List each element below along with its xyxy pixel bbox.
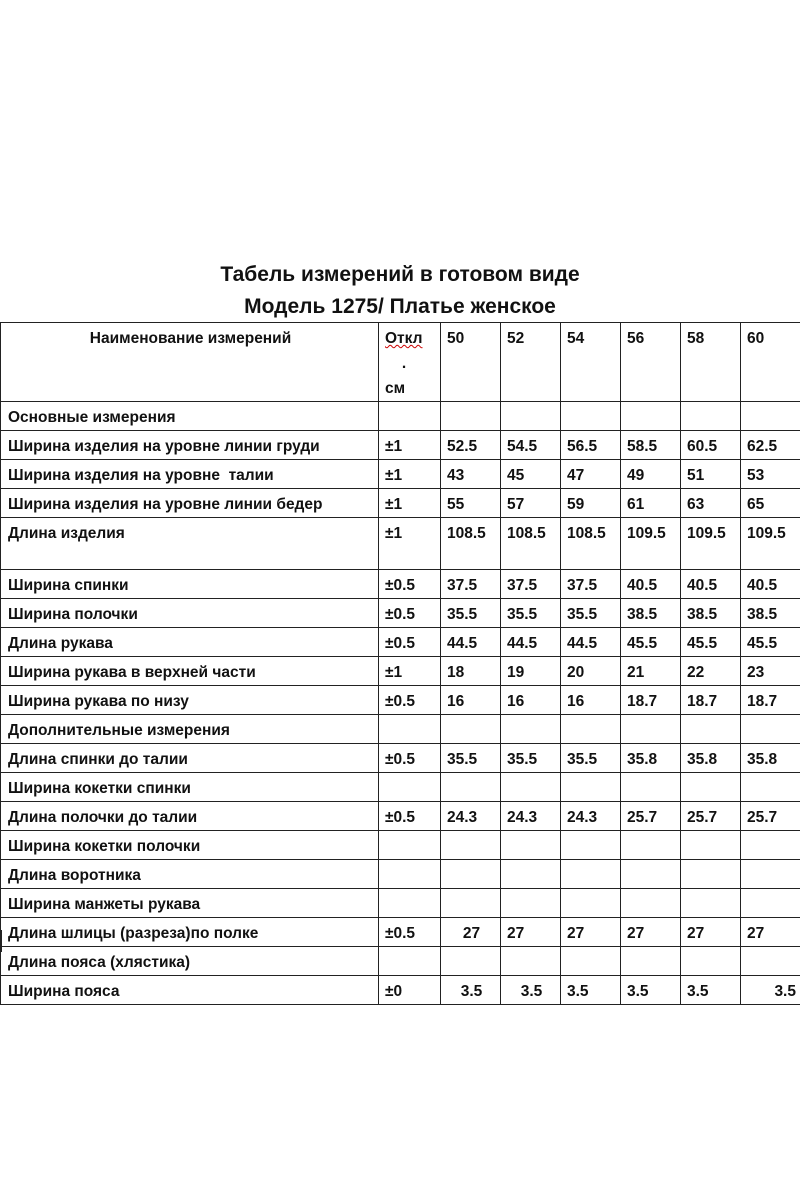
table-row xyxy=(1,489,800,518)
row-value xyxy=(681,773,741,802)
row-value: 35.5 xyxy=(561,599,621,628)
row-value: 45.5 xyxy=(741,628,800,657)
row-name: Ширина изделия на уровне линии бедер xyxy=(1,489,379,518)
row-deviation: ±0.5 xyxy=(379,686,441,715)
row-name: Ширина рукава по низу xyxy=(1,686,379,715)
row-value xyxy=(681,947,741,976)
row-value xyxy=(741,831,800,860)
row-value: 108.5 xyxy=(441,518,501,570)
row-name: Основные измерения xyxy=(1,402,379,431)
row-value xyxy=(441,831,501,860)
row-value xyxy=(561,773,621,802)
row-value: 27 xyxy=(501,918,561,947)
row-value xyxy=(741,773,800,802)
row-value xyxy=(741,889,800,918)
row-value: 61 xyxy=(621,489,681,518)
row-name: Длина шлицы (разреза)по полке xyxy=(1,918,379,947)
row-value: 24.3 xyxy=(501,802,561,831)
row-deviation xyxy=(379,715,441,744)
row-value: 35.8 xyxy=(621,744,681,773)
row-value: 27 xyxy=(561,918,621,947)
row-value: 43 xyxy=(441,460,501,489)
row-value xyxy=(621,860,681,889)
row-value: 37.5 xyxy=(441,570,501,599)
header-size-cell: 54 xyxy=(561,323,621,402)
row-name: Ширина рукава в верхней части xyxy=(1,657,379,686)
row-value: 22 xyxy=(681,657,741,686)
document-subtitle: Модель 1275/ Платье женское xyxy=(244,295,556,318)
table-row xyxy=(1,431,800,460)
row-deviation: ±1 xyxy=(379,489,441,518)
row-value: 27 xyxy=(621,918,681,947)
row-value: 65 xyxy=(741,489,800,518)
row-value: 40.5 xyxy=(621,570,681,599)
table-row xyxy=(1,570,800,599)
row-value: 24.3 xyxy=(561,802,621,831)
table-row xyxy=(1,518,800,570)
header-size-cell: 50 xyxy=(441,323,501,402)
row-value: 27 xyxy=(741,918,800,947)
row-value: 16 xyxy=(501,686,561,715)
table-row xyxy=(1,686,800,715)
row-value xyxy=(741,715,800,744)
row-value: 44.5 xyxy=(501,628,561,657)
row-deviation: ±1 xyxy=(379,518,441,570)
row-deviation: ±1 xyxy=(379,460,441,489)
row-deviation: ±1 xyxy=(379,657,441,686)
table-row xyxy=(1,657,800,686)
row-value: 109.5 xyxy=(621,518,681,570)
row-deviation: ±0.5 xyxy=(379,570,441,599)
table-row xyxy=(1,628,800,657)
row-value: 35.5 xyxy=(441,599,501,628)
row-name: Ширина кокетки полочки xyxy=(1,831,379,860)
row-deviation: ±0.5 xyxy=(379,802,441,831)
table-row xyxy=(1,860,800,889)
row-value: 18 xyxy=(441,657,501,686)
row-value: 35.5 xyxy=(501,599,561,628)
header-size-cell: 58 xyxy=(681,323,741,402)
row-deviation: ±0.5 xyxy=(379,744,441,773)
row-value xyxy=(621,831,681,860)
row-name: Ширина пояса xyxy=(1,976,379,1005)
row-deviation xyxy=(379,889,441,918)
row-value: 20 xyxy=(561,657,621,686)
row-value: 25.7 xyxy=(681,802,741,831)
row-value xyxy=(681,860,741,889)
row-value xyxy=(501,947,561,976)
row-value xyxy=(681,831,741,860)
row-deviation: ±1 xyxy=(379,431,441,460)
row-value: 54.5 xyxy=(501,431,561,460)
row-value: 27 xyxy=(441,918,501,947)
row-name: Длина пояса (хлястика) xyxy=(1,947,379,976)
row-name: Длина спинки до талии xyxy=(1,744,379,773)
row-value: 53 xyxy=(741,460,800,489)
row-value xyxy=(621,947,681,976)
row-value: 62.5 xyxy=(741,431,800,460)
row-deviation: ±0.5 xyxy=(379,918,441,947)
row-name: Длина рукава xyxy=(1,628,379,657)
row-value xyxy=(501,860,561,889)
row-value xyxy=(561,715,621,744)
row-value: 16 xyxy=(441,686,501,715)
row-value: 27 xyxy=(681,918,741,947)
row-name: Ширина кокетки спинки xyxy=(1,773,379,802)
header-size-cell: 56 xyxy=(621,323,681,402)
row-value xyxy=(681,402,741,431)
row-deviation xyxy=(379,947,441,976)
row-value xyxy=(501,889,561,918)
row-value xyxy=(441,773,501,802)
row-value: 25.7 xyxy=(741,802,800,831)
row-value xyxy=(501,715,561,744)
row-value: 35.8 xyxy=(681,744,741,773)
measurement-table xyxy=(0,322,800,1005)
row-value: 3.5 xyxy=(621,976,681,1005)
table-row xyxy=(1,599,800,628)
row-value: 3.5 xyxy=(561,976,621,1005)
row-value xyxy=(561,947,621,976)
row-value: 38.5 xyxy=(681,599,741,628)
table-row xyxy=(1,947,800,976)
table-row xyxy=(1,402,800,431)
row-name: Ширина полочки xyxy=(1,599,379,628)
row-value xyxy=(561,831,621,860)
row-value: 37.5 xyxy=(561,570,621,599)
row-value: 45 xyxy=(501,460,561,489)
row-value: 44.5 xyxy=(441,628,501,657)
row-value xyxy=(441,947,501,976)
row-value xyxy=(501,402,561,431)
row-deviation xyxy=(379,402,441,431)
row-name: Длина изделия xyxy=(1,518,379,570)
row-value: 38.5 xyxy=(621,599,681,628)
row-value: 3.5 xyxy=(441,976,501,1005)
row-value xyxy=(741,402,800,431)
row-value: 18.7 xyxy=(621,686,681,715)
row-value: 108.5 xyxy=(561,518,621,570)
deviation-dot: . xyxy=(401,355,407,372)
row-name: Длина полочки до талии xyxy=(1,802,379,831)
row-value xyxy=(561,860,621,889)
row-name: Длина воротника xyxy=(1,860,379,889)
row-value: 49 xyxy=(621,460,681,489)
row-value: 56.5 xyxy=(561,431,621,460)
row-value: 57 xyxy=(501,489,561,518)
row-value: 35.5 xyxy=(441,744,501,773)
row-name: Ширина спинки xyxy=(1,570,379,599)
header-size-cell: 60 xyxy=(741,323,800,402)
row-name: Ширина манжеты рукава xyxy=(1,889,379,918)
table-row xyxy=(1,744,800,773)
row-value: 40.5 xyxy=(681,570,741,599)
row-value: 18.7 xyxy=(681,686,741,715)
table-row xyxy=(1,889,800,918)
row-value xyxy=(441,860,501,889)
row-value xyxy=(621,715,681,744)
row-name: Ширина изделия на уровне талии xyxy=(1,460,379,489)
table-row xyxy=(1,831,800,860)
header-size-cell: 52 xyxy=(501,323,561,402)
row-value: 45.5 xyxy=(621,628,681,657)
table-row xyxy=(1,802,800,831)
row-value: 35.5 xyxy=(501,744,561,773)
table-row xyxy=(1,460,800,489)
row-value: 51 xyxy=(681,460,741,489)
row-value: 3.5 xyxy=(741,976,800,1005)
row-value: 3.5 xyxy=(681,976,741,1005)
row-value xyxy=(741,947,800,976)
row-value: 25.7 xyxy=(621,802,681,831)
row-value: 35.8 xyxy=(741,744,800,773)
row-value: 109.5 xyxy=(741,518,800,570)
row-value: 40.5 xyxy=(741,570,800,599)
row-value: 19 xyxy=(501,657,561,686)
deviation-unit: см xyxy=(385,380,406,397)
row-deviation: ±0.5 xyxy=(379,628,441,657)
row-value: 59 xyxy=(561,489,621,518)
row-value: 109.5 xyxy=(681,518,741,570)
table-row xyxy=(1,918,800,947)
row-deviation xyxy=(379,773,441,802)
row-deviation xyxy=(379,831,441,860)
table-row xyxy=(1,715,800,744)
row-value: 58.5 xyxy=(621,431,681,460)
row-deviation xyxy=(379,860,441,889)
row-value: 63 xyxy=(681,489,741,518)
row-value: 108.5 xyxy=(501,518,561,570)
row-value: 60.5 xyxy=(681,431,741,460)
table-row xyxy=(1,773,800,802)
table-row xyxy=(1,976,800,1005)
row-value: 18.7 xyxy=(741,686,800,715)
page-edge-mark xyxy=(0,930,2,952)
row-value: 21 xyxy=(621,657,681,686)
row-name: Дополнительные измерения xyxy=(1,715,379,744)
row-value: 45.5 xyxy=(681,628,741,657)
row-value xyxy=(621,402,681,431)
row-value xyxy=(441,402,501,431)
row-value xyxy=(501,831,561,860)
row-value xyxy=(681,889,741,918)
row-value: 35.5 xyxy=(561,744,621,773)
row-value xyxy=(441,715,501,744)
header-name-cell: Наименование измерений xyxy=(1,323,379,402)
row-value xyxy=(501,773,561,802)
row-value: 52.5 xyxy=(441,431,501,460)
row-value xyxy=(681,715,741,744)
row-value xyxy=(561,889,621,918)
row-value: 37.5 xyxy=(501,570,561,599)
row-value: 47 xyxy=(561,460,621,489)
row-value xyxy=(621,889,681,918)
row-value: 44.5 xyxy=(561,628,621,657)
row-name: Ширина изделия на уровне линии груди xyxy=(1,431,379,460)
row-value: 16 xyxy=(561,686,621,715)
row-value xyxy=(741,860,800,889)
row-value: 24.3 xyxy=(441,802,501,831)
deviation-label: Откл xyxy=(385,330,423,347)
row-value: 38.5 xyxy=(741,599,800,628)
row-value xyxy=(441,889,501,918)
row-value xyxy=(621,773,681,802)
row-value xyxy=(561,402,621,431)
document-title: Табель измерений в готовом виде xyxy=(220,263,580,286)
header-row xyxy=(1,323,800,402)
row-value: 23 xyxy=(741,657,800,686)
row-deviation: ±0 xyxy=(379,976,441,1005)
row-deviation: ±0.5 xyxy=(379,599,441,628)
row-value: 3.5 xyxy=(501,976,561,1005)
header-deviation-cell xyxy=(379,323,441,402)
row-value: 55 xyxy=(441,489,501,518)
